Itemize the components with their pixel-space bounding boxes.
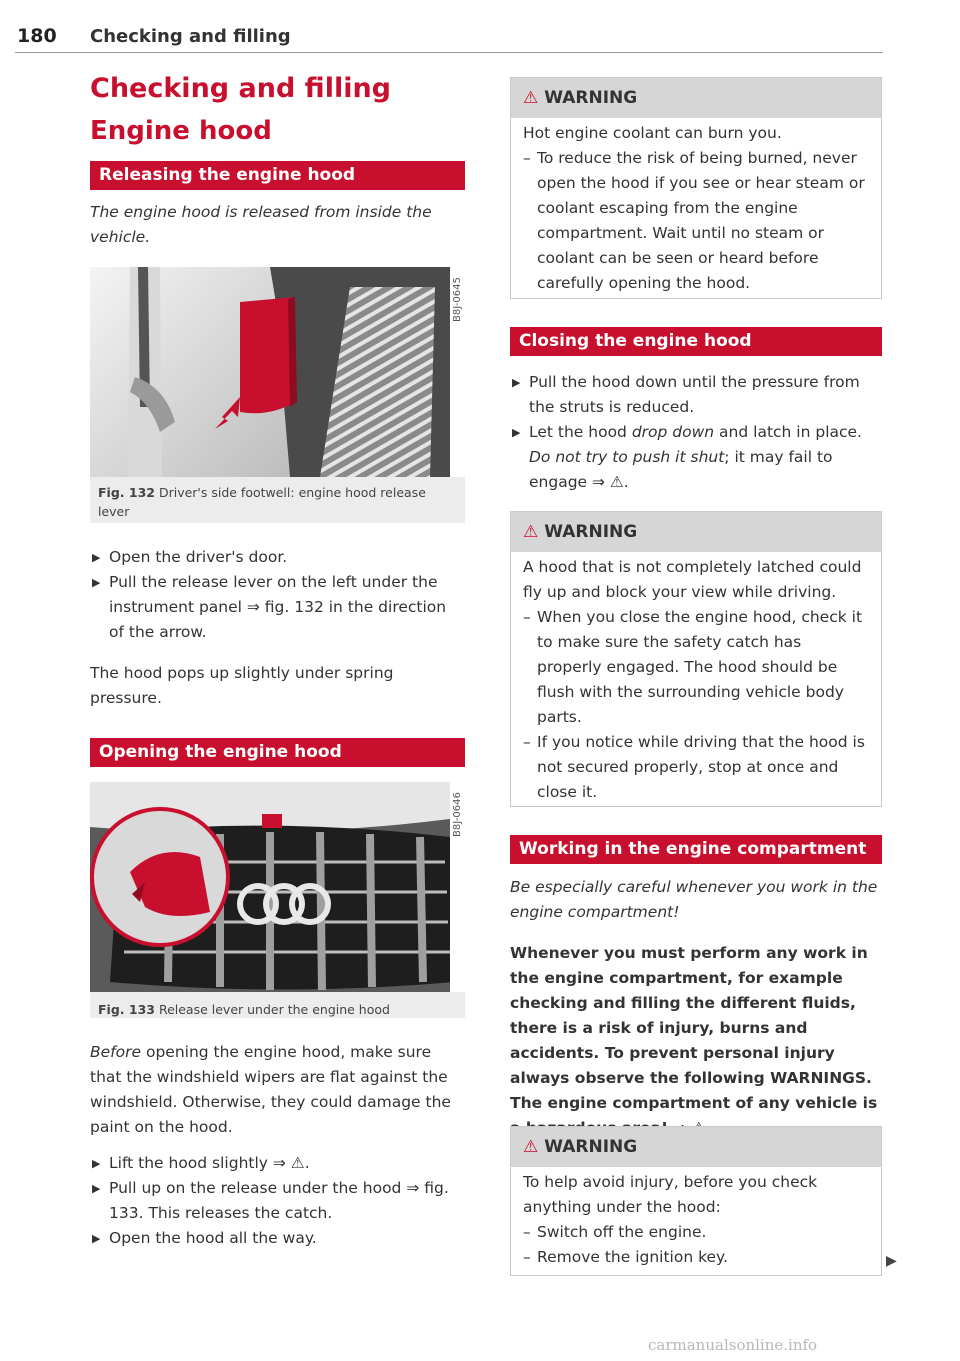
- release-intro: [90, 200, 465, 250]
- figure-132-caption-text: Driver's side footwell: engine hood release lever: [98, 485, 426, 519]
- closing-heading: Closing the engine hood: [510, 327, 882, 356]
- main-title: Checking and filling: [90, 73, 392, 104]
- list-item: ▶ Pull up on the release under the hood ⇒ fig. 133. This releases the catch.: [90, 1176, 465, 1226]
- continue-arrow-icon: ▶: [886, 1253, 897, 1269]
- closing-bullets: [510, 370, 882, 495]
- figure-133-code: B8J-0646: [452, 792, 463, 837]
- warning-box-hot-coolant: [510, 77, 882, 299]
- list-item: ▶ Open the driver's door.: [90, 545, 465, 570]
- working-heading: Working in the engine compartment: [510, 835, 882, 864]
- opening-paragraph: Before opening the engine hood, make sure that the windshield wipers are flat against the windshield. Otherwise, they could damage the paint on the hood.: [90, 1043, 451, 1136]
- warning-body: To help avoid injury, before you check anything under the hood: – Switch off the engine. – Remove the ignition key.: [511, 1167, 881, 1278]
- opening-heading: Opening the engine hood: [90, 738, 465, 767]
- release-heading: Releasing the engine hood: [90, 161, 465, 190]
- list-item: – To reduce the risk of being burned, never open the hood if you see or hear steam or coolant escaping from the engine compartment. Wait until no steam or coolant can be seen or heard before carefully opening the hood.: [523, 149, 865, 292]
- list-item: – Switch off the engine.: [523, 1223, 707, 1241]
- bullet-icon: ▶: [92, 1232, 101, 1245]
- working-bold-paragraph: Whenever you must perform any work in the engine compartment, for example checking and filling the different fluids, there is a risk of injury, burns and accidents. To prevent personal injury always observe the following WARNINGS. The engine compartment of any vehicle is: [510, 944, 878, 1112]
- list-item: – When you close the engine hood, check it to make sure the safety catch has properly engaged. The hood should be flush with the surrounding vehicle body parts.: [523, 608, 863, 726]
- list-item: ▶ Pull the hood down until the pressure from the struts is reduced.: [510, 370, 882, 420]
- warning-icon: ⚠: [523, 522, 539, 542]
- list-item: – If you notice while driving that the hood is not secured properly, stop at once and close it.: [523, 733, 865, 801]
- bullet-icon: ▶: [512, 426, 521, 439]
- warning-icon: ⚠: [523, 1137, 539, 1157]
- list-item: ▶ Pull the release lever on the left under the instrument panel ⇒ fig. 132 in the direction of the arrow.: [90, 570, 465, 645]
- header-rule: [15, 52, 883, 53]
- warning-icon: ⚠: [523, 88, 539, 108]
- warning-body: Hot engine coolant can burn you. – To reduce the risk of being burned, never open the hood if you see or hear steam or coolant escaping from the engine compartment. Wait until no steam or coolant can be seen or heard before carefully opening the hood.: [511, 118, 881, 304]
- figure-133-caption-text: Release lever under the engine hood: [158, 1002, 390, 1017]
- release-bullets: [90, 545, 465, 645]
- working-intro: Be especially careful whenever you work in the engine compartment!: [510, 878, 878, 921]
- release-paragraph: The hood pops up slightly under spring pressure.: [90, 664, 394, 707]
- figure-133: [90, 782, 465, 1018]
- list-item: ▶ Open the hood all the way.: [90, 1226, 465, 1251]
- list-item: ▶ Let the hood drop down and latch in place. Do not try to push it shut; it may fail to engage ⇒ ⚠.: [510, 420, 882, 495]
- watermark: carmanualsonline.info: [648, 1336, 818, 1354]
- warning-body: A hood that is not completely latched could fly up and block your view while driving. – When you close the engine hood, check it to make sure the safety catch has properly engaged. The hood should be flush with the surrounding vehicle body parts. – If you notice while driving that the hood is not secured properly, stop at once and close it.: [511, 552, 881, 813]
- section-title: Engine hood: [90, 116, 272, 146]
- warning-box-engine-off: [510, 1126, 882, 1276]
- running-header: Checking and filling: [90, 26, 291, 47]
- opening-bullets: [90, 1151, 465, 1251]
- footwell-image: [90, 267, 465, 477]
- grille-image: [90, 782, 465, 992]
- release-intro-text: The engine hood is released from inside the vehicle.: [90, 203, 432, 246]
- bullet-icon: ▶: [92, 1182, 101, 1195]
- bullet-icon: ▶: [512, 376, 521, 389]
- list-item: ▶ Lift the hood slightly ⇒ ⚠.: [90, 1151, 465, 1176]
- warning-box-hood-latch: [510, 511, 882, 807]
- bullet-icon: ▶: [92, 576, 101, 589]
- figure-133-caption: [90, 996, 465, 1023]
- figure-132-caption: [90, 479, 465, 525]
- figure-132: [90, 267, 465, 523]
- figure-133-label: Fig. 133: [98, 1002, 155, 1017]
- figure-132-label: Fig. 132: [98, 485, 155, 500]
- warning-header: ⚠ WARNING: [511, 1127, 881, 1167]
- bullet-icon: ▶: [92, 551, 101, 564]
- bullet-icon: ▶: [92, 1157, 101, 1170]
- warning-header: ⚠ WARNING: [511, 78, 881, 118]
- warning-header: ⚠ WARNING: [511, 512, 881, 552]
- page-number: 180: [17, 25, 57, 47]
- list-item: – Remove the ignition key.: [523, 1248, 728, 1266]
- figure-132-code: B8J-0645: [452, 277, 463, 322]
